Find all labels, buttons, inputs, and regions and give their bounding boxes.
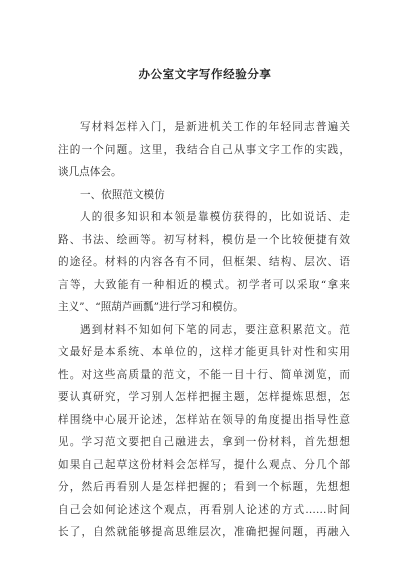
document-body [58, 116, 350, 544]
paragraph-line: 言等，大致能有一种相近的模式。初学者可以采取“拿来 [58, 278, 350, 291]
paragraph-line: 长了，自然就能够提高思维层次，准确把握问题，再融入 [58, 526, 350, 538]
paragraph-line: 的途径。材料的内容各有不同，但框架、结构、层次、语 [58, 256, 350, 268]
paragraph-line: 性。对这些高质量的范文，不能一目十行、简单浏览，而 [58, 368, 350, 381]
paragraph-line: 样围绕中心展开论述，怎样站在领导的角度提出指导性意 [58, 413, 350, 426]
paragraph-line: 文最好是本系统、本单位的，这样才能更具针对性和实用 [58, 346, 350, 358]
paragraph-line: 分，然后再看别人是怎样把握的；看到一个标题，先想想 [58, 481, 350, 493]
paragraph-line: 自己会如何论述这个观点，再看别人论述的方式……时间 [58, 503, 350, 516]
paragraph-line: 路、书法、绘画等。初写材料，模仿是一个比较便捷有效 [58, 233, 350, 246]
paragraph-line: 谈几点体会。 [58, 166, 122, 178]
paragraph-line: 人的很多知识和本领是靠模仿获得的，比如说话、走 [80, 211, 350, 223]
paragraph-line: 写材料怎样入门，是新进机关工作的年轻同志普遍关 [80, 121, 350, 133]
paragraph-line: 要认真研究，学习别人怎样把握主题，怎样提炼思想，怎 [58, 391, 350, 403]
section-heading: 一、依照范文模仿 [80, 188, 165, 201]
paragraph-line: 主义”、“照葫芦画瓢”进行学习和模仿。 [58, 301, 244, 313]
paragraph-line: 遇到材料不知如何下笔的同志，要注意积累范文。范 [80, 323, 350, 336]
paragraph-line: 注的一个问题。这里，我结合自己从事文字工作的实践， [58, 143, 350, 156]
document-title: 办公室文字写作经验分享 [138, 67, 272, 81]
paragraph-line: 如果自己起草这份材料会怎样写，提什么观点、分几个部 [58, 458, 350, 471]
paragraph-line: 见。学习范文要把自己融进去，拿到一份材料，首先想想 [58, 436, 350, 448]
